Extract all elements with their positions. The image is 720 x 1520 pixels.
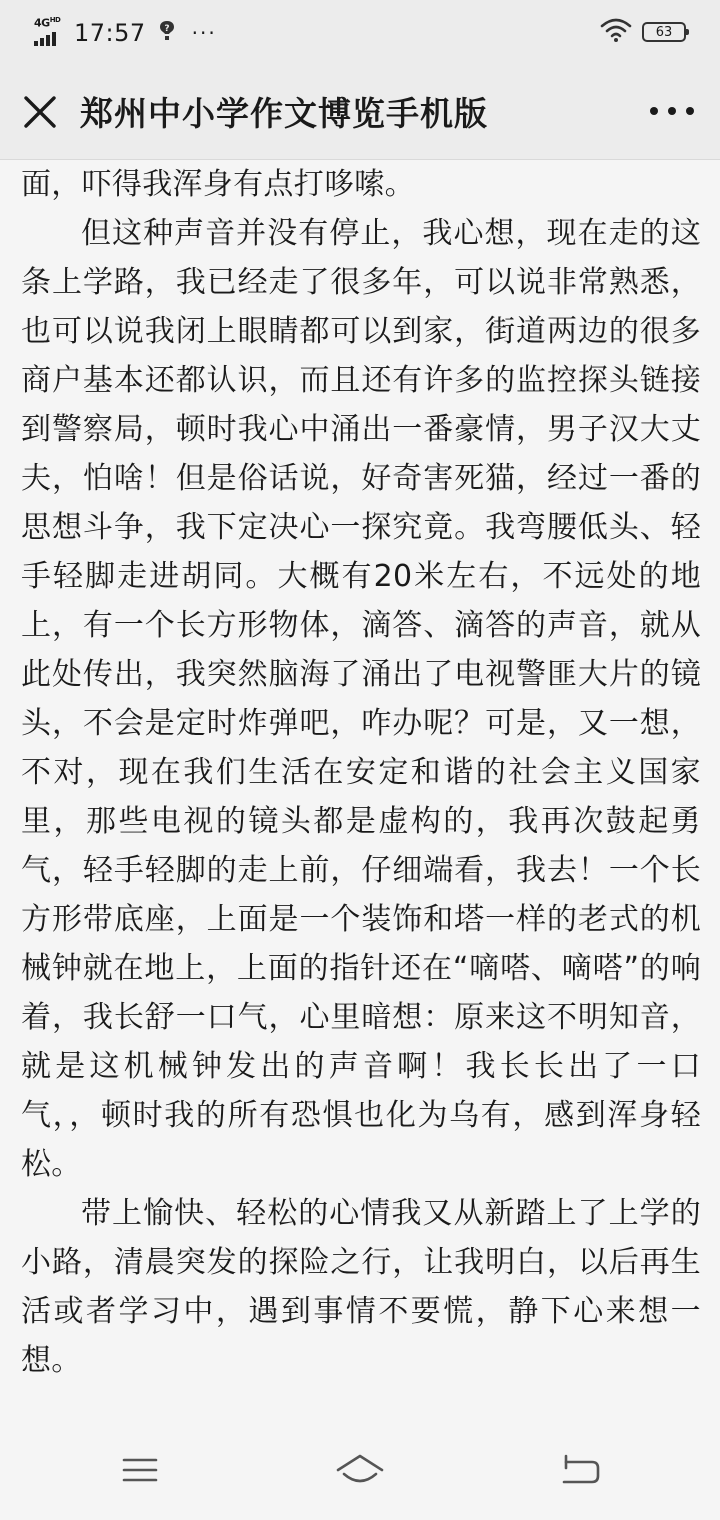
- question-mark-icon: [158, 20, 176, 47]
- battery-level: 63: [655, 24, 673, 40]
- close-button[interactable]: [18, 90, 62, 134]
- app-header: [0, 64, 720, 160]
- status-left: [34, 16, 217, 50]
- svg-text:?: ?: [164, 23, 170, 34]
- article-scroll-area[interactable]: [0, 161, 720, 1420]
- article-paragraph-3: 带上愉快、轻松的心情我又从新踏上了上学的小路，清晨突发的探险之行，让我明白，以后再生活或者学习中，遇到事情不要慌，静下心来想一想。: [21, 1196, 701, 1378]
- home-icon: [330, 1450, 390, 1490]
- status-time: 17:57: [74, 19, 146, 47]
- more-dots-icon: [650, 107, 658, 115]
- system-nav-bar: [0, 1420, 720, 1520]
- cellular-signal-icon: [34, 18, 68, 48]
- battery-indicator: [642, 22, 686, 42]
- network-type: $4G^{HD}$: [34, 16, 61, 30]
- status-bar: [0, 0, 720, 64]
- article-paragraph-2: 但这种声音并没有停止，我心想，现在走的这条上学路，我已经走了很多年，可以说非常熟悉，也可以说我闭上眼睛都可以到家，街道两边的很多商户基本还都认识，而且还有许多的监控探头链接到警察局，顿时我心中涌出一番豪情，男子汉大丈夫，怕啥！但是俗话说，好奇害死猫，经过一番的思想斗争，我下定决心一探究竟。我弯腰低头、轻手轻脚走进胡同。大概有20米左右，不远处的地上，有一个长方形物体，滴答、滴答的声音，就从此处传出，我突然脑海了涌出了电视警匪大片的镜头，不会是定时炸弹吧，咋办呢？可是，又一想，不对，现在我们生活在安定和谐的社会主义国家里，那些电视的镜头都是虚构的，我再次鼓起勇气，轻手轻脚的走上前，仔细端看，我去！一个长方形带底座，上面是一个装饰和塔一样的老式的机械钟就在地上，上面的指针还在“嘀嗒、嘀嗒”的响着，我长舒一口气，心里暗想：原来这不明知音，就是这机械钟发出的声音啊！我长长出了一口气，，顿时我的所有恐惧也化为乌有，感到浑身轻松。: [21, 216, 701, 1182]
- page-title: 郑州中小学作文博览手机版: [80, 94, 488, 133]
- back-icon: [550, 1450, 610, 1490]
- article-body: [21, 161, 701, 1385]
- back-button[interactable]: [550, 1450, 610, 1490]
- notification-dots: ···: [191, 21, 217, 45]
- close-icon: [18, 90, 62, 134]
- menu-icon: [110, 1450, 170, 1490]
- article-paragraph-1: 面，吓得我浑身有点打哆嗦。: [21, 167, 415, 202]
- more-options-button[interactable]: [650, 96, 694, 126]
- status-right: [600, 18, 686, 46]
- menu-button[interactable]: [110, 1450, 170, 1490]
- wifi-icon: [600, 18, 632, 46]
- home-button[interactable]: [330, 1450, 390, 1490]
